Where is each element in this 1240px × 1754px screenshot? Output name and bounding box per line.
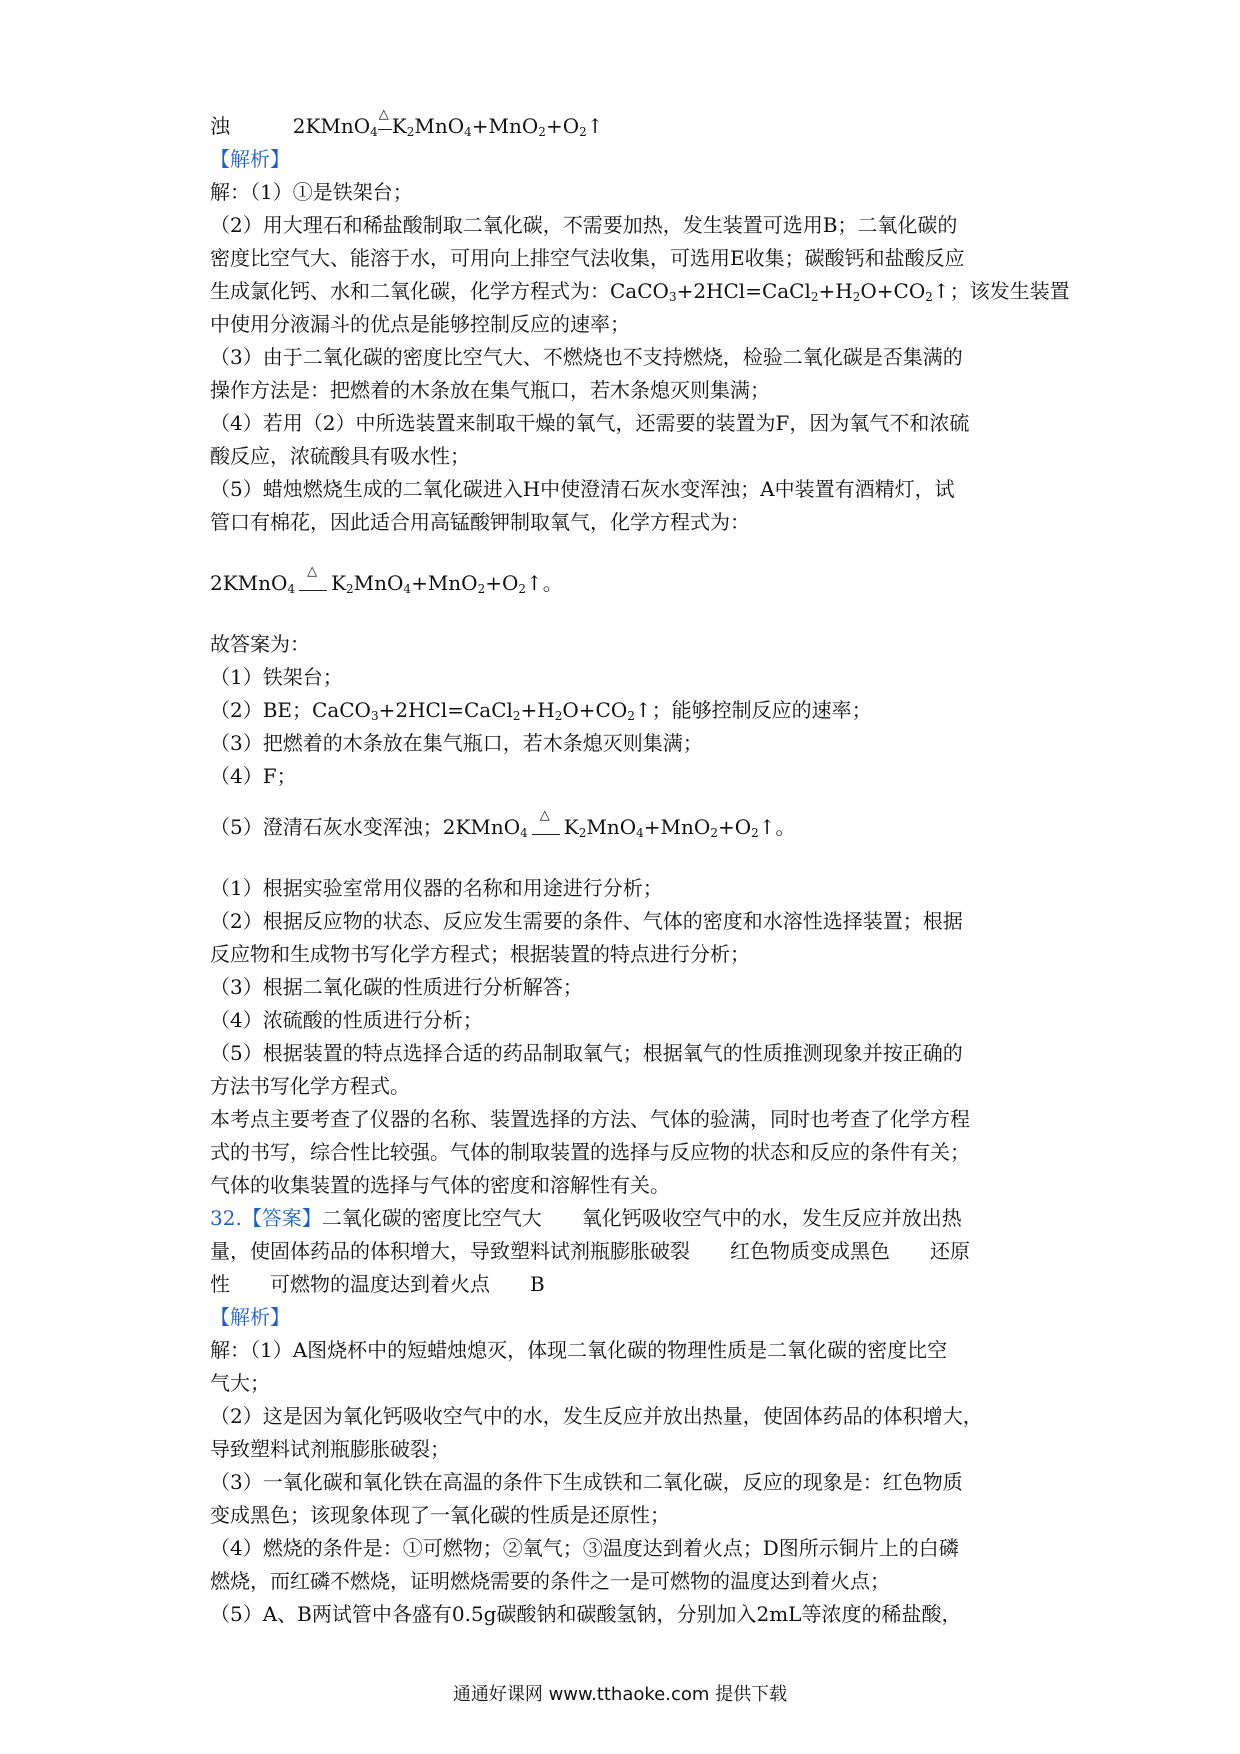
text-line: （5）蜡烛燃烧生成的二氧化碳进入H中使澄清石灰水变浑浊；A中装置有酒精灯，试: [210, 477, 955, 501]
reasoning-line: （5）根据装置的特点选择合适的药品制取氧气；根据氧气的性质推测现象并按正确的: [210, 1041, 963, 1065]
eq-product: +O: [485, 571, 519, 595]
punctuation: 。: [775, 815, 796, 839]
text-line: （5）A、B两试管中各盛有0.5g碳酸钠和碳酸氢钠，分别加入2mL等浓度的稀盐酸，: [210, 1602, 962, 1626]
heating-symbol: △: [307, 563, 318, 579]
heating-symbol: △: [378, 106, 389, 122]
text-line: 气大；: [210, 1371, 270, 1395]
page-footer: 通通好课网 www.tthaoke.com 提供下载: [452, 1684, 788, 1705]
eq-product: MnO: [353, 571, 404, 595]
eq-subscript: 2: [751, 826, 759, 840]
eq-subscript: 4: [287, 582, 296, 596]
text-fragment: 生成氯化钙、水和二氧化碳，化学方程式为：CaCO: [210, 279, 669, 303]
section-heading-analysis: 【解析】: [210, 147, 290, 171]
answer-fragment: 可燃物的温度达到着火点: [270, 1272, 490, 1296]
question-32-answer: [210, 1235, 1040, 1268]
reasoning-line: （3）根据二氧化碳的性质进行分析解答；: [210, 975, 583, 999]
reaction-condition: [378, 106, 392, 138]
answer-line: （3）把燃着的木条放在集气瓶口，若木条熄灭则集满；: [210, 731, 703, 755]
eq-subscript: 2: [925, 290, 933, 304]
section-heading-analysis: 【解析】: [210, 1305, 290, 1329]
eq-subscript: 2: [477, 582, 486, 596]
answer-heading: 故答案为：: [210, 632, 310, 656]
text-line: 酸反应，浓硫酸具有吸水性；: [210, 444, 470, 468]
eq-subscript: 2: [810, 290, 819, 304]
eq-subscript: 2: [579, 125, 587, 139]
text-fragment: +H: [818, 279, 853, 303]
text-line: 操作方法是：把燃着的木条放在集气瓶口，若木条熄灭则集满；: [210, 378, 770, 402]
reasoning-line: 方法书写化学方程式。: [210, 1074, 410, 1098]
text-line: （3）一氧化碳和氧化铁在高温的条件下生成铁和二氧化碳，反应的现象是：红色物质: [210, 1470, 963, 1494]
text-fragment: +2HCl=CaCl: [676, 279, 811, 303]
eq-product: +MnO: [471, 114, 539, 138]
document-body: [210, 106, 1070, 1631]
eq-product: +O: [545, 114, 580, 138]
answer-fragment: 性: [210, 1272, 230, 1296]
eq-product: MnO: [414, 114, 465, 138]
eq-product: MnO: [586, 815, 637, 839]
eq-reactant: 2KMnO: [442, 815, 521, 839]
text-fragment: +2HCl=CaCl: [378, 698, 513, 722]
text-fragment: （5）澄清石灰水变浑浊；: [210, 815, 443, 839]
text-fragment: ↑；该发生装置: [932, 279, 1070, 303]
eq-product: K: [391, 114, 407, 138]
eq-subscript: 2: [406, 125, 415, 139]
text-fragment: O+CO: [860, 279, 926, 303]
eq-subscript: 2: [518, 582, 527, 596]
reasoning-line: 本考点主要考查了仪器的名称、装置选择的方法、气体的验满，同时也考查了化学方程: [210, 1107, 970, 1131]
reaction-condition: [528, 807, 564, 839]
text-line: 解：（1）①是铁架台；: [210, 180, 413, 204]
eq-product: K: [331, 571, 347, 595]
eq-subscript: 2: [578, 826, 587, 840]
question-number: 32.: [210, 1206, 242, 1230]
text-line: [210, 106, 1040, 143]
question-32-answer: [210, 1268, 1040, 1301]
eq-subscript: 4: [636, 826, 644, 840]
eq-subscript: 2: [627, 709, 635, 723]
eq-subscript: 2: [538, 125, 546, 139]
gas-arrow: ↑: [526, 571, 543, 595]
reasoning-line: （1）根据实验室常用仪器的名称和用途进行分析；: [210, 876, 663, 900]
text-line: 燃烧，而红磷不燃烧，证明燃烧需要的条件之一是可燃物的温度达到着火点；: [210, 1569, 890, 1593]
eq-subscript: 2: [346, 582, 354, 596]
text-line: 密度比空气大、能溶于水，可用向上排空气法收集，可选用E收集；碳酸钙和盐酸反应: [210, 246, 965, 270]
answer-fragment: 量，使固体药品的体积增大，导致塑料试剂瓶膨胀破裂: [210, 1239, 690, 1263]
heating-symbol: △: [539, 807, 550, 823]
eq-subscript: 4: [403, 582, 412, 596]
text-line: [210, 275, 1070, 308]
reasoning-line: 气体的收集装置的选择与气体的密度和溶解性有关。: [210, 1173, 670, 1197]
reasoning-line: 反应物和生成物书写化学方程式；根据装置的特点进行分析；: [210, 942, 750, 966]
answer-tag: 【答案】: [241, 1206, 322, 1230]
text-fragment: （2）BE；CaCO: [210, 698, 371, 722]
eq-subscript: 2: [710, 826, 718, 840]
text-line: （2）这是因为氧化钙吸收空气中的水，发生反应并放出热量，使固体药品的体积增大，: [210, 1404, 983, 1428]
eq-product: K: [563, 815, 579, 839]
answer-fragment: B: [530, 1272, 545, 1296]
answer-line: （4）F；: [210, 764, 297, 788]
text-fragment: O+CO: [562, 698, 628, 722]
reasoning-line: （4）浓硫酸的性质进行分析；: [210, 1008, 483, 1032]
eq-product: +O: [717, 815, 752, 839]
question-32-answer: [210, 1202, 1040, 1235]
eq-subscript: 2: [512, 709, 521, 723]
reaction-condition: [295, 563, 331, 595]
text-fragment: +H: [520, 698, 555, 722]
text-line: 导致塑料试剂瓶膨胀破裂；: [210, 1437, 450, 1461]
answer-line: [210, 694, 1040, 727]
answer-line: [210, 807, 1040, 844]
text-fragment: ↑；能够控制反应的速率；: [634, 698, 872, 722]
eq-subscript: 4: [464, 125, 472, 139]
text-line: （3）由于二氧化碳的密度比空气大、不燃烧也不支持燃烧，检验二氧化碳是否集满的: [210, 345, 963, 369]
text-line: （4）若用（2）中所选装置来制取干燥的氧气，还需要的装置为F，因为氧气不和浓硫: [210, 411, 970, 435]
eq-subscript: 4: [520, 826, 528, 840]
eq-subscript: 4: [370, 125, 378, 139]
answer-fragment: 还原: [930, 1239, 970, 1263]
text-line: 管口有棉花，因此适合用高锰酸钾制取氧气，化学方程式为：: [210, 510, 750, 534]
gas-arrow: ↑: [758, 815, 776, 839]
answer-fragment: 红色物质变成黑色: [730, 1239, 890, 1263]
eq-subscript: 2: [554, 709, 563, 723]
reasoning-line: 式的书写，综合性比较强。气体的制取装置的选择与反应物的状态和反应的条件有关；: [210, 1140, 970, 1164]
text-fragment: 浊: [210, 114, 230, 138]
text-line: 中使用分液漏斗的优点是能够控制反应的速率；: [210, 312, 630, 336]
text-line: （4）燃烧的条件是：①可燃物；②氧气；③温度达到着火点；D图所示铜片上的白磷: [210, 1536, 959, 1560]
answer-line: （1）铁架台；: [210, 665, 343, 689]
reasoning-line: （2）根据反应物的状态、反应发生需要的条件、气体的密度和水溶性选择装置；根据: [210, 909, 963, 933]
answer-fragment: 氧化钙吸收空气中的水，发生反应并放出热: [581, 1206, 962, 1230]
eq-subscript: 3: [370, 709, 379, 723]
eq-subscript: 3: [668, 290, 677, 304]
eq-subscript: 2: [852, 290, 861, 304]
eq-reactant: 2KMnO: [210, 571, 288, 595]
punctuation: 。: [542, 571, 563, 595]
text-line: （2）用大理石和稀盐酸制取二氧化碳，不需要加热，发生装置可选用B；二氧化碳的: [210, 213, 958, 237]
answer-fragment: 二氧化碳的密度比空气大: [321, 1206, 542, 1230]
equation-line: [210, 563, 1040, 600]
text-line: 变成黑色；该现象体现了一氧化碳的性质是还原性；: [210, 1503, 670, 1527]
text-line: 解：（1）A图烧杯中的短蜡烛熄灭，体现二氧化碳的物理性质是二氧化碳的密度比空: [210, 1338, 948, 1362]
chemical-equation: [292, 106, 604, 149]
eq-product: +MnO: [643, 815, 711, 839]
gas-arrow: ↑: [586, 114, 604, 138]
eq-product: +MnO: [411, 571, 478, 595]
eq-reactant: 2KMnO: [292, 114, 371, 138]
